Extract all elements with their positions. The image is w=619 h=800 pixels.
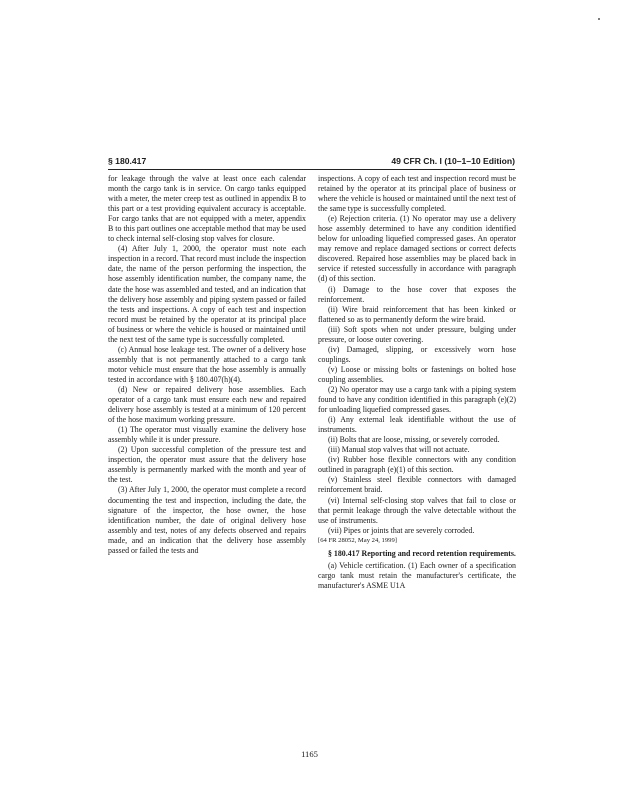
paragraph: (1) The operator must visually examine the delivery hose assembly while it is under pressure. — [108, 425, 306, 445]
paragraph: (v) Loose or missing bolts or fastenings on bolted hose coupling assemblies. — [318, 364, 516, 384]
paragraph: inspections. A copy of each test and inspection record must be retained by the operator at its principal place of business or where the vehicle is housed or maintained until the next test of the same type is successfully completed. — [318, 174, 516, 214]
paragraph: (vi) Internal self-closing stop valves that fail to close or that permit leakage through the valve detectable without the use of instruments. — [318, 495, 516, 525]
paragraph: (ii) Bolts that are loose, missing, or severely corroded. — [328, 435, 500, 445]
paragraph: (c) Annual hose leakage test. The owner of a delivery hose assembly that is not permanently attached to a cargo tank motor vehicle must ensure that the hose assembly is annually tested in accordance with § 180.407(h)(4). — [108, 344, 306, 384]
paragraph: (i) Damage to the hose cover that exposes the reinforcement. — [318, 284, 516, 304]
paragraph: (4) After July 1, 2000, the operator must note each inspection in a record. That record must include the inspection date, the name of the person performing the inspection, the hose assembly identification number, the company name, the date the hose was assembled and tested, and an indication that the delivery hose assembly and piping system passed or failed the tests and inspections. A copy of each test and inspection record must be retained by the operator at its principal place of business or where the vehicle is housed or maintained until the next test of the same type is successfully completed. — [108, 244, 306, 344]
paragraph: (iii) Manual stop valves that will not actuate. — [328, 445, 470, 455]
paragraph: (3) After July 1, 2000, the operator must complete a record documenting the test and inspection, including the date, the signature of the inspector, the hose owner, the hose identification number, the date of original delivery hose assembly and test, notes of any defects observed and repairs made, and an indication that the delivery hose assembly passed or failed the tests and — [108, 485, 306, 555]
header-title: 49 CFR Ch. I (10–1–10 Edition) — [391, 156, 515, 166]
paragraph: (a) Vehicle certification. (1) Each owner of a specification cargo tank must retain the manufacturer's certificate, the manufacturer's ASME U1A — [318, 560, 516, 590]
paragraph: (2) No operator may use a cargo tank with a piping system found to have any condition identified in this paragraph (e)(2) for unloading liquefied compressed gases. — [318, 384, 516, 415]
paragraph: (d) New or repaired delivery hose assemblies. Each operator of a cargo tank must ensure each new and repaired delivery hose assembly is tested at a minimum of 120 percent of the hose maximum working pressure. — [108, 384, 306, 425]
paragraph: (i) Any external leak identifiable without the use of instruments. — [318, 415, 516, 435]
header-rule — [108, 169, 515, 170]
header-section-number: § 180.417 — [108, 156, 147, 166]
scan-speck — [598, 18, 600, 20]
paragraph: for leakage through the valve at least once each calendar month the cargo tank is in service. On cargo tanks equipped with a meter, the meter creep test as outlined in appendix B to this part or a test providing equivalent accuracy is acceptable. For cargo tanks that are not equipped with a meter, appendix B to this part outlines one acceptable method that may be used to check internal self-closing stop valves for closure. — [108, 174, 306, 244]
running-header — [108, 156, 515, 170]
paragraph: (v) Stainless steel flexible connectors with damaged reinforcement braid. — [318, 475, 516, 495]
page-number: 1165 — [301, 749, 318, 759]
right-text-column — [318, 174, 516, 591]
paragraph: (e) Rejection criteria. (1) No operator may use a delivery hose assembly determined to have any condition identified below for unloading liquefied compressed gases. An operator may remove and replace damaged sections or correct defects discovered. Repaired hose assemblies may be placed back in service if retested successfully in accordance with paragraph (d) of this section. — [318, 214, 516, 284]
paragraph: (vii) Pipes or joints that are severely corroded. — [328, 525, 475, 535]
left-text-column — [108, 174, 306, 556]
paragraph: (iv) Rubber hose flexible connectors with any condition outlined in paragraph (e)(1) of this section. — [318, 455, 516, 475]
paragraph: (iv) Damaged, slipping, or excessively worn hose couplings. — [318, 344, 516, 364]
section-heading: § 180.417 Reporting and record retention requirements. — [328, 548, 516, 558]
paragraph: (2) Upon successful completion of the pressure test and inspection, the operator must assure that the delivery hose assembly is permanently marked with the month and year of the test. — [108, 445, 306, 485]
source-citation: [64 FR 28052, May 24, 1999] — [318, 536, 397, 544]
paragraph: (ii) Wire braid reinforcement that has been kinked or flattened so as to permanently deform the wire braid. — [318, 304, 516, 324]
paragraph: (iii) Soft spots when not under pressure, bulging under pressure, or loose outer covering. — [318, 324, 516, 344]
